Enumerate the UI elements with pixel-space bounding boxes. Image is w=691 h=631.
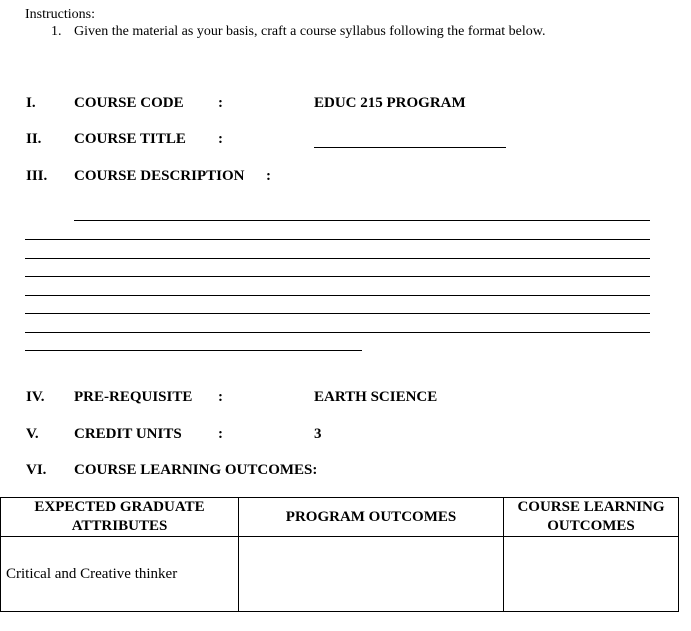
course-title-colon: : (218, 131, 223, 147)
course-code-value: EDUC 215 PROGRAM (314, 95, 466, 111)
course-learning-outcomes-label: COURSE LEARNING OUTCOMES: (74, 462, 318, 478)
table-cell-program-outcome[interactable] (239, 537, 504, 612)
prerequisite-label: PRE-REQUISITE (74, 389, 193, 405)
table-header-course-learning-outcomes: COURSE LEARNING OUTCOMES (504, 498, 679, 537)
course-description-colon: : (266, 168, 271, 184)
course-code-label: COURSE CODE (74, 95, 184, 111)
table-row (1, 537, 679, 612)
instruction-number: 1. (51, 24, 62, 39)
course-title-label: COURSE TITLE (74, 131, 186, 147)
description-blank-line[interactable] (25, 332, 650, 333)
course-description-label: COURSE DESCRIPTION (74, 168, 245, 184)
prerequisite-colon: : (218, 389, 223, 405)
course-code-colon: : (218, 95, 223, 111)
section-number-2: II. (26, 131, 42, 147)
table-cell-graduate-attribute[interactable]: Critical and Creative thinker (1, 537, 239, 612)
table-cell-course-learning-outcome[interactable] (504, 537, 679, 612)
course-learning-outcomes-table (0, 497, 679, 612)
description-blank-line[interactable] (25, 276, 650, 277)
description-blank-line[interactable] (25, 295, 650, 296)
section-number-1: I. (26, 95, 36, 111)
description-blank-line[interactable] (74, 220, 650, 221)
section-number-5: V. (26, 426, 39, 442)
table-header-graduate-attributes: EXPECTED GRADUATE ATTRIBUTES (1, 498, 239, 537)
section-number-4: IV. (26, 389, 45, 405)
section-number-3: III. (26, 168, 48, 184)
course-title-blank-line[interactable] (314, 147, 506, 148)
description-blank-line[interactable] (25, 313, 650, 314)
table-header-row (1, 498, 679, 537)
instruction-text: Given the material as your basis, craft a course syllabus following the format below. (74, 24, 546, 39)
description-blank-line[interactable] (25, 239, 650, 240)
prerequisite-value: EARTH SCIENCE (314, 389, 438, 405)
credit-units-colon: : (218, 426, 223, 442)
description-blank-line[interactable] (25, 258, 650, 259)
description-blank-line[interactable] (25, 350, 362, 351)
table-header-program-outcomes: PROGRAM OUTCOMES (239, 498, 504, 537)
section-number-6: VI. (26, 462, 47, 478)
instructions-heading: Instructions: (25, 7, 95, 22)
credit-units-label: CREDIT UNITS (74, 426, 182, 442)
credit-units-value: 3 (314, 426, 322, 442)
